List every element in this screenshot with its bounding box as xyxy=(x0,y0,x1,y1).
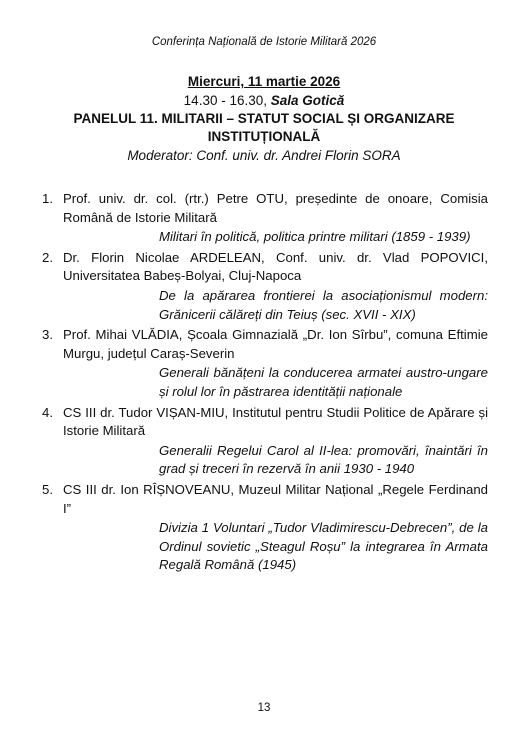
talk-item xyxy=(42,190,488,247)
session-date: Miercuri, 11 martie 2026 xyxy=(187,74,341,89)
talk-number: 2. xyxy=(42,249,53,265)
talk-item xyxy=(42,249,488,324)
talk-author: Prof. univ. dr. col. (rtr.) Petre OTU, președinte de onoare, Comisia Română de Istorie Militară xyxy=(63,191,488,225)
talk-title: Militari în politică, politica printre militari (1859 - 1939) xyxy=(159,229,471,245)
page-number: 13 xyxy=(257,702,271,714)
talk-item xyxy=(42,326,488,401)
session-room: Sala Gotică xyxy=(270,93,345,108)
running-header: Conferința Națională de Istorie Militară 2026 xyxy=(151,36,377,48)
session-time-line xyxy=(0,91,528,110)
talk-title: Divizia 1 Voluntari „Tudor Vladimirescu-Debrecen”, de la Ordinul sovietic „Steagul Roșu” la integrarea în Armata Regală Română (1945) xyxy=(159,520,488,573)
talk-item xyxy=(42,404,488,479)
talk-number: 4. xyxy=(42,404,53,420)
talk-number: 3. xyxy=(42,327,53,343)
talk-author: CS III dr. Ion RÎȘNOVEANU, Muzeul Militar Național „Regele Ferdinand I” xyxy=(63,481,488,516)
moderator: Moderator: Conf. univ. dr. Andrei Florin SORA xyxy=(127,148,401,163)
session-block xyxy=(0,72,528,165)
talk-item xyxy=(42,481,488,575)
talk-author: Prof. Mihai VLĂDIA, Școala Gimnazială „Dr. Ion Sîrbu”, comuna Eftimie Murgu, județul Caraș-Severin xyxy=(63,327,488,361)
talk-author: CS III dr. Tudor VIȘAN-MIU, Institutul pentru Studii Politice de Apărare și Istorie Militară xyxy=(63,404,488,439)
session-time: 14.30 - 16.30, xyxy=(183,93,267,108)
talk-list xyxy=(42,190,488,577)
talk-title: De la apărarea frontierei la asociaționismul modern: Grănicerii călăreți din Teiuș (sec. XVII - XIX) xyxy=(159,287,488,322)
talk-title: Generalii Regelui Carol al II-lea: promovări, înaintări în grad și treceri în rezervă în anii 1930 - 1940 xyxy=(159,442,488,477)
panel-title: PANELUL 11. MILITARII – STATUT SOCIAL ȘI ORGANIZARE INSTITUȚIONALĂ xyxy=(73,111,455,144)
talk-number: 5. xyxy=(42,481,53,497)
talk-author: Dr. Florin Nicolae ARDELEAN, Conf. univ. dr. Vlad POPOVICI, Universitatea Babeș-Bolyai, Cluj-Napoca xyxy=(63,249,488,284)
talk-number: 1. xyxy=(42,191,53,206)
talk-title: Generali bănățeni la conducerea armatei austro-ungare și rolul lor în păstrarea identității naționale xyxy=(159,365,488,399)
